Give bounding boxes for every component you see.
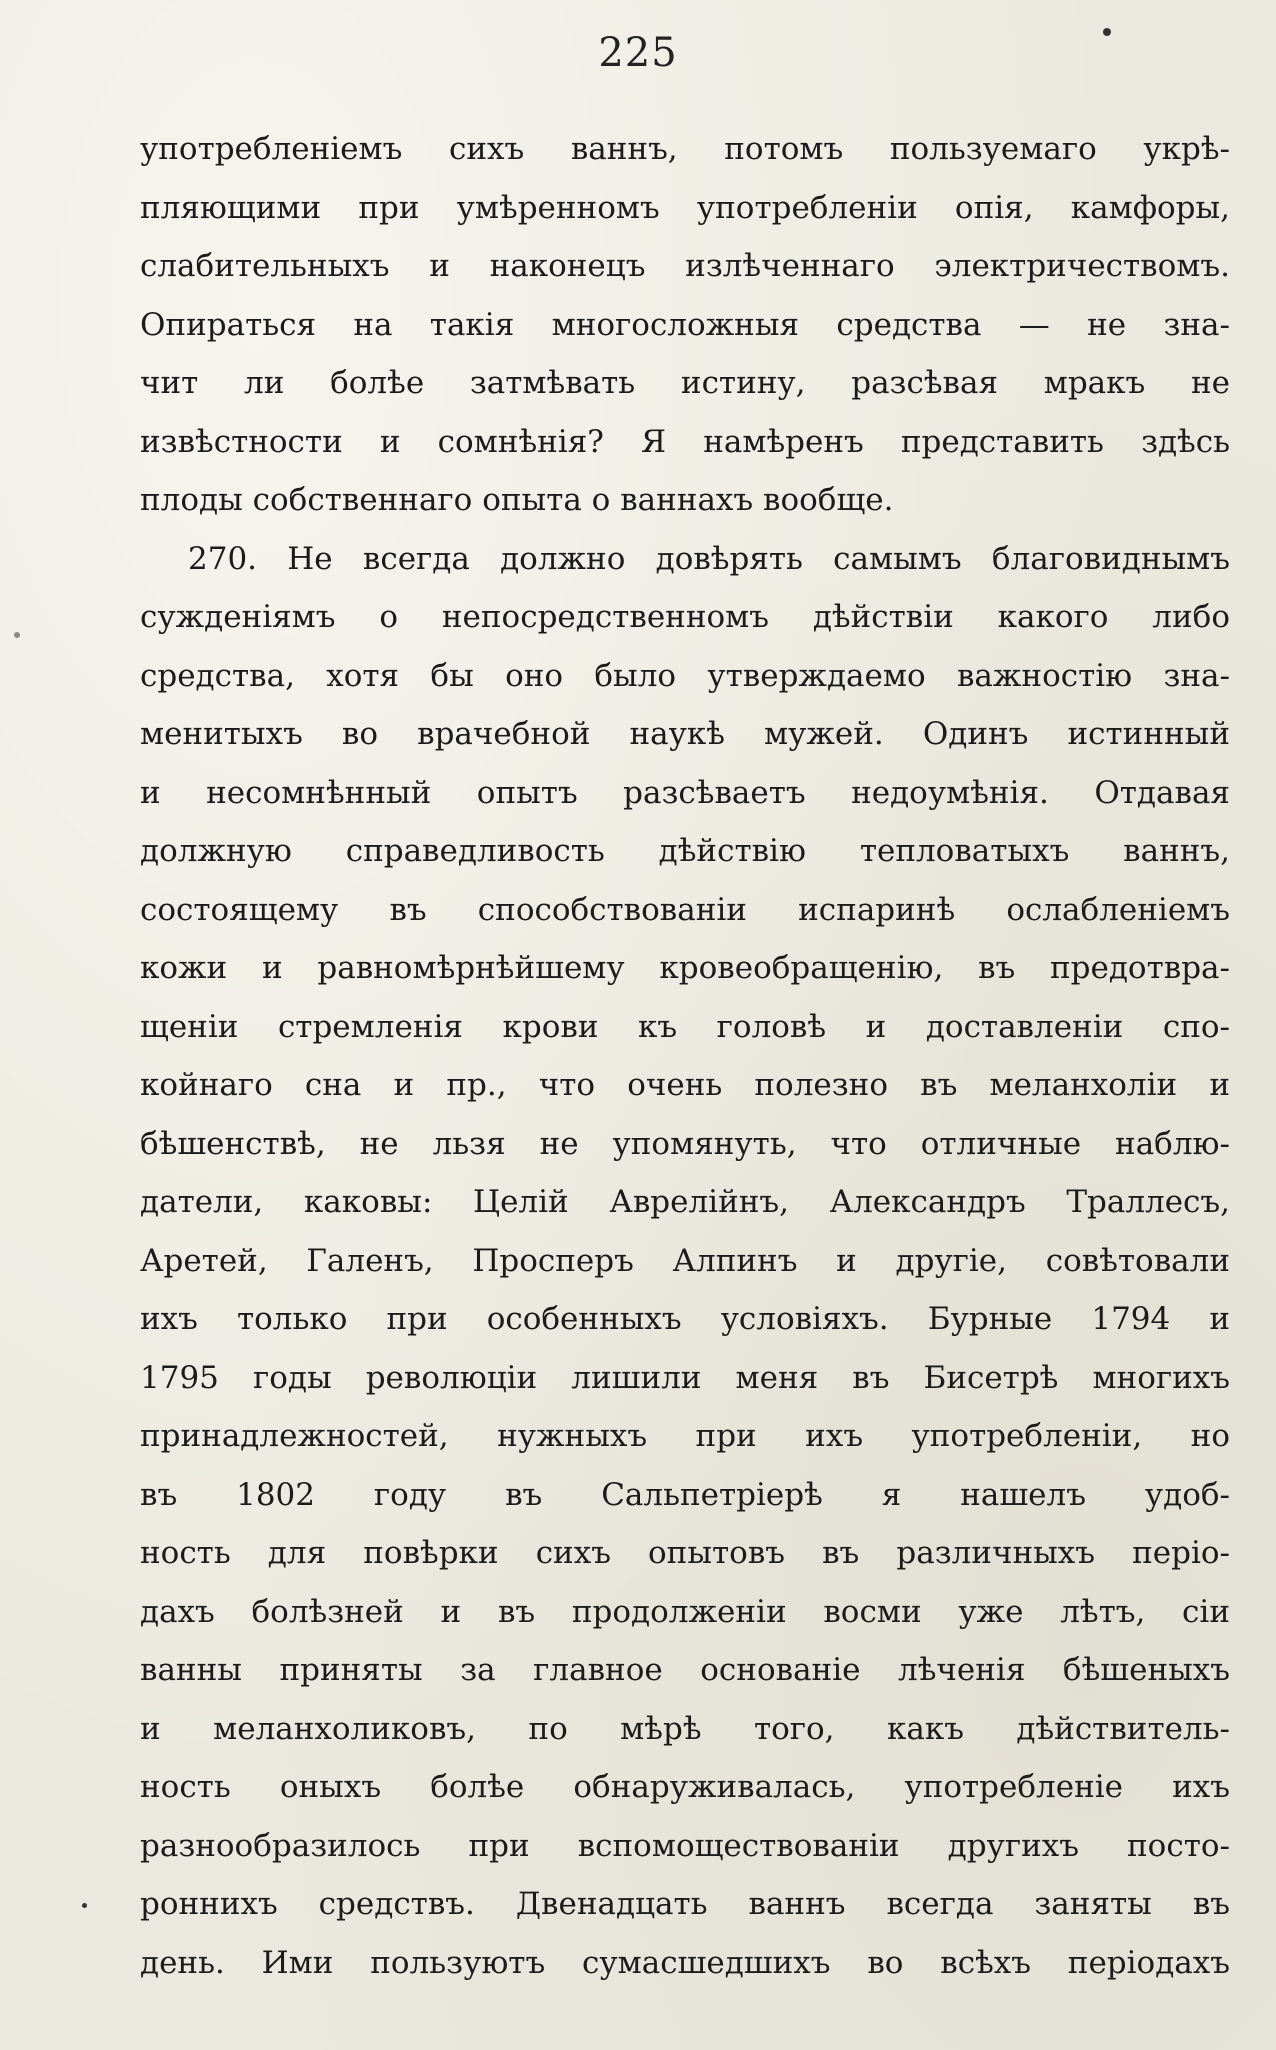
text-line: день. Ими пользуютъ сумасшедшихъ во всѣхъ періодахъ [140, 1944, 1230, 1981]
text-line: должную справедливость дѣйствію тепловатыхъ ваннъ, [140, 833, 1230, 869]
text-line: извѣстности и сомнѣнія? Я намѣренъ представить здѣсь [140, 423, 1230, 460]
text-line: менитыхъ во врачебной наукѣ мужей. Одинъ истинный [140, 716, 1230, 752]
text-line: разнообразилось при вспомоществованіи другихъ посто- [140, 1827, 1230, 1864]
text-line: плоды собственнаго опыта о ваннахъ вообще. [140, 482, 894, 518]
paragraph-start-line: 270. Не всегда должно довѣрять самымъ благовиднымъ [188, 540, 1230, 577]
text-line: бѣшенствѣ, не льзя не упомянуть, что отличные наблю- [140, 1125, 1230, 1162]
text-line: слабительныхъ и наконецъ излѣченнаго электричествомъ. [140, 248, 1230, 284]
ink-speck [82, 1903, 87, 1908]
body-text [140, 120, 1230, 1992]
text-line: принадлежностей, нужныхъ при ихъ употребленіи, но [140, 1418, 1230, 1454]
text-line: ихъ только при особенныхъ условіяхъ. Бурные 1794 и [140, 1301, 1230, 1337]
ink-speck [14, 632, 20, 638]
text-line: и несомнѣнный опытъ разсѣваетъ недоумѣнія. Отдавая [140, 774, 1230, 811]
text-line: сужденіямъ о непосредственномъ дѣйствіи какого либо [140, 599, 1230, 635]
text-line: состоящему въ способствованіи испаринѣ ослабленіемъ [140, 891, 1230, 928]
text-line: средства, хотя бы оно было утверждаемо важностію зна- [140, 657, 1230, 694]
text-line: Опираться на такія многосложныя средства — не зна- [140, 306, 1230, 343]
ink-speck [1103, 28, 1111, 36]
text-line: чит ли болѣе затмѣвать истину, разсѣвая мракъ не [140, 365, 1230, 401]
text-line: дахъ болѣзней и въ продолженіи восми уже лѣтъ, сіи [140, 1593, 1230, 1630]
text-line: кожи и равномѣрнѣйшему кровеобращенію, въ предотвра- [140, 950, 1230, 986]
text-line: ванны приняты за главное основаніе лѣченія бѣшеныхъ [140, 1652, 1230, 1688]
page-number: 225 [598, 30, 678, 76]
text-line: ность для повѣрки сихъ опытовъ въ различныхъ періо- [140, 1535, 1230, 1571]
text-line: употребленіемъ сихъ ваннъ, потомъ пользуемаго укрѣ- [140, 131, 1230, 167]
text-line: пляющими при умѣренномъ употребленіи опія, камфоры, [140, 189, 1230, 226]
text-line: щеніи стремленія крови къ головѣ и доставленіи спо- [140, 1008, 1230, 1045]
text-line: 1795 годы революціи лишили меня въ Бисетрѣ многихъ [140, 1359, 1230, 1396]
text-line: и меланхоликовъ, по мѣрѣ того, какъ дѣйствитель- [140, 1710, 1230, 1747]
text-line: датели, каковы: Целій Аврелійнъ, Александръ Траллесъ, [140, 1184, 1230, 1220]
text-line: роннихъ средствъ. Двенадцать ваннъ всегда заняты въ [140, 1886, 1230, 1922]
text-line: ность оныхъ болѣе обнаруживалась, употребленіе ихъ [140, 1769, 1230, 1805]
text-line: въ 1802 году въ Сальпетріерѣ я нашелъ удоб- [140, 1476, 1230, 1513]
text-line: Аретей, Галенъ, Просперъ Алпинъ и другіе, совѣтовали [140, 1242, 1230, 1279]
text-line: койнаго сна и пр., что очень полезно въ меланхоліи и [140, 1067, 1230, 1103]
